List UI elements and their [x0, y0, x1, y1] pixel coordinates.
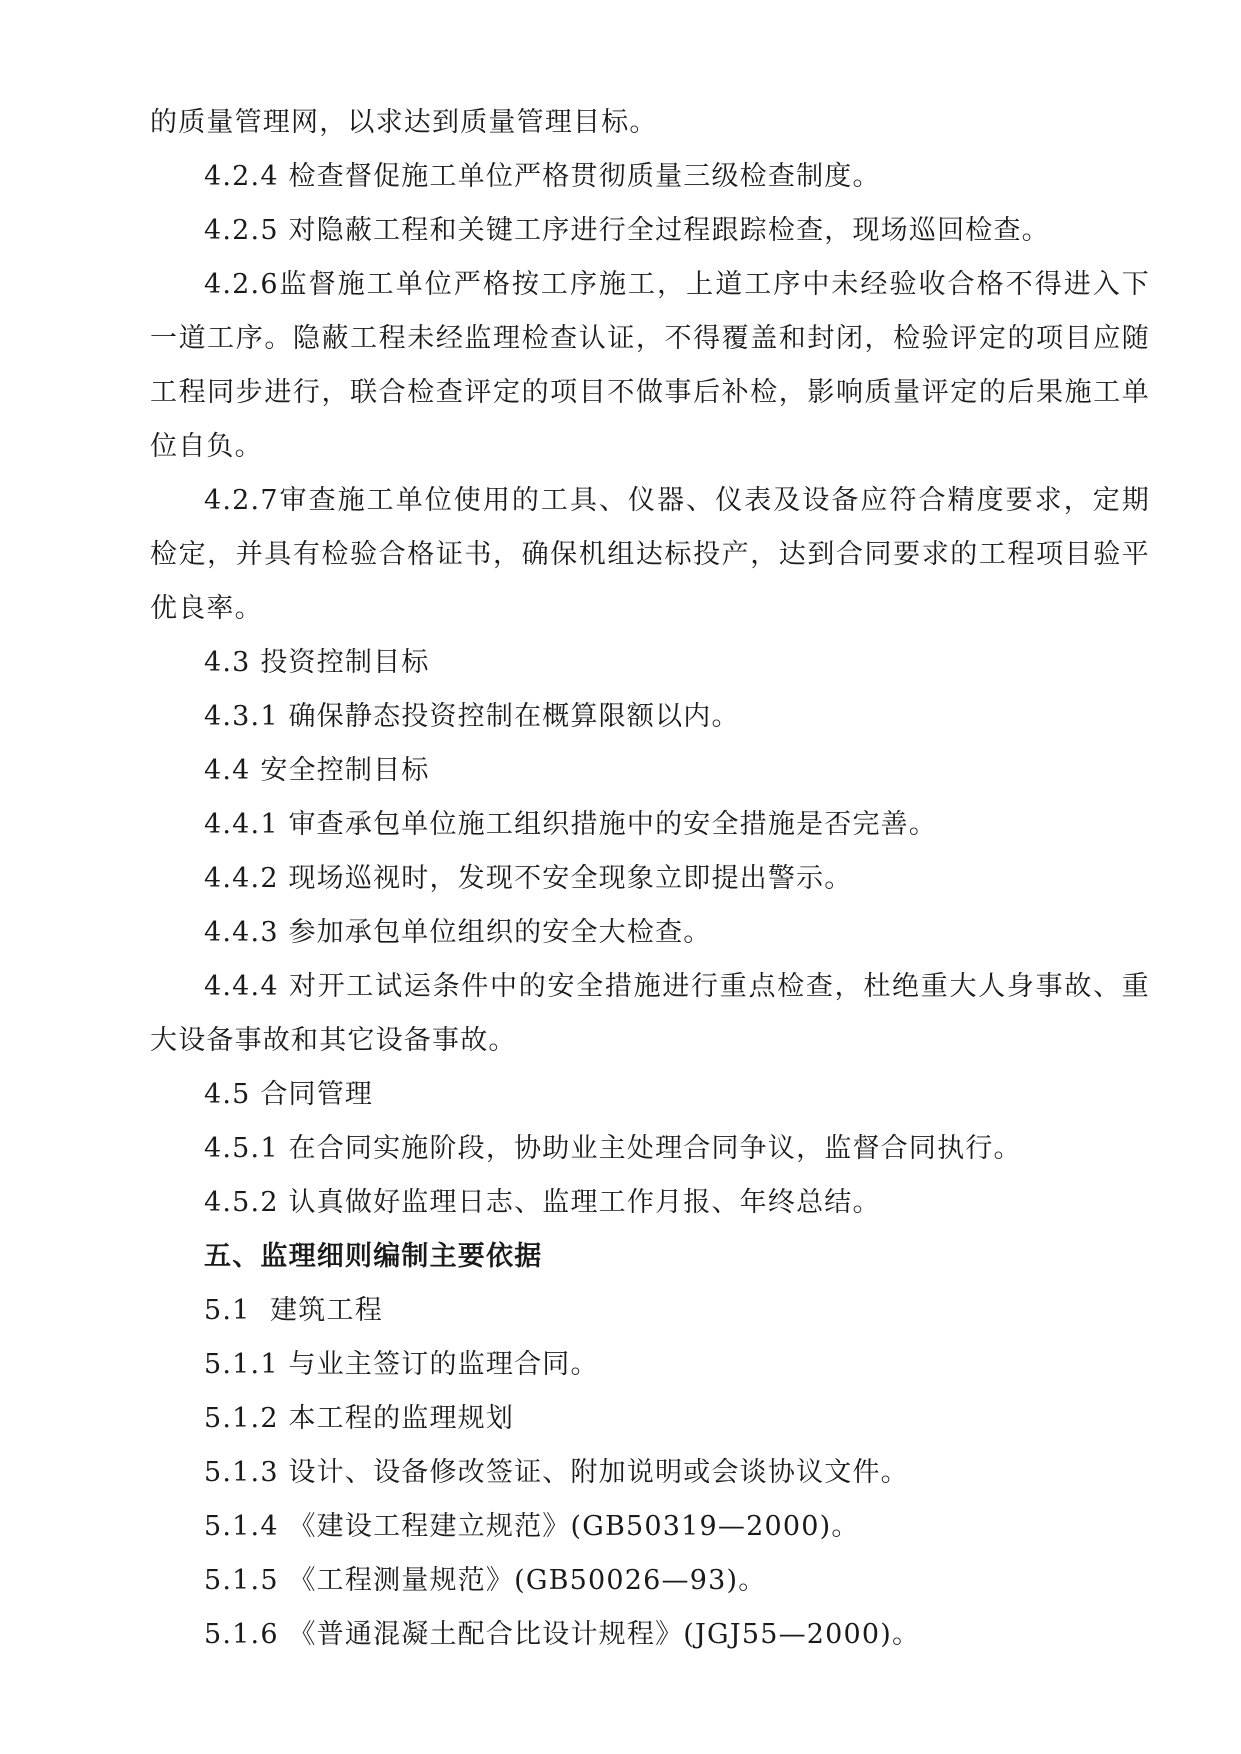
paragraph-4-2-5: 4.2.5 对隐蔽工程和关键工序进行全过程跟踪检查，现场巡回检查。 — [204, 215, 1050, 246]
paragraph-5-1-3: 5.1.3 设计、设备修改签证、附加说明或会谈协议文件。 — [204, 1457, 909, 1488]
paragraph-5-1-4: 5.1.4 《建设工程建立规范》(GB50319—2000)。 — [204, 1511, 860, 1542]
section-4-5-title: 4.5 合同管理 — [204, 1079, 374, 1110]
paragraph-4-2-6: 4.2.6监督施工单位严格按工序施工，上道工序中未经验收合格不得进入下一道工序。隐蔽工程未经监理检查认证，不得覆盖和封闭，检验评定的项目应随工程同步进行，联合检查评定的项目不做事后补检，影响质量评定的后果施工单位自负。 — [150, 269, 1150, 462]
paragraph-4-5-1: 4.5.1 在合同实施阶段，协助业主处理合同争议，监督合同执行。 — [204, 1133, 1022, 1164]
paragraph-4-4-1: 4.4.1 审查承包单位施工组织措施中的安全措施是否完善。 — [204, 809, 938, 840]
paragraph-quality-network: 的质量管理网，以求达到质量管理目标。 — [150, 107, 658, 138]
paragraph-4-5-2: 4.5.2 认真做好监理日志、监理工作月报、年终总结。 — [204, 1187, 881, 1218]
paragraph-4-4-3: 4.4.3 参加承包单位组织的安全大检查。 — [204, 917, 712, 948]
paragraph-4-2-4: 4.2.4 检查督促施工单位严格贯彻质量三级检查制度。 — [204, 161, 881, 192]
section-4-3-title: 4.3 投资控制目标 — [204, 647, 430, 678]
paragraph-4-4-2: 4.4.2 现场巡视时，发现不安全现象立即提出警示。 — [204, 863, 853, 894]
paragraph-4-2-7: 4.2.7审查施工单位使用的工具、仪器、仪表及设备应符合精度要求，定期检定，并具有检验合格证书，确保机组达标投产，达到合同要求的工程项目验平优良率。 — [150, 485, 1150, 624]
paragraph-4-3-1: 4.3.1 确保静态投资控制在概算限额以内。 — [204, 701, 740, 732]
paragraph-5-1-6: 5.1.6 《普通混凝土配合比设计规程》(JGJ55—2000)。 — [204, 1619, 921, 1650]
paragraph-5-1-5: 5.1.5 《工程测量规范》(GB50026—93)。 — [204, 1565, 767, 1596]
section-4-4-title: 4.4 安全控制目标 — [204, 755, 430, 786]
paragraph-5-1-1: 5.1.1 与业主签订的监理合同。 — [204, 1349, 599, 1380]
chapter-5-heading: 五、监理细则编制主要依据 — [204, 1241, 543, 1272]
paragraph-5-1-2: 5.1.2 本工程的监理规划 — [204, 1403, 515, 1434]
paragraph-4-4-4: 4.4.4 对开工试运条件中的安全措施进行重点检查，杜绝重大人身事故、重大设备事故和其它设备事故。 — [150, 971, 1150, 1056]
document-page — [150, 96, 1150, 1662]
section-5-1-title: 5.1 建筑工程 — [204, 1295, 383, 1326]
